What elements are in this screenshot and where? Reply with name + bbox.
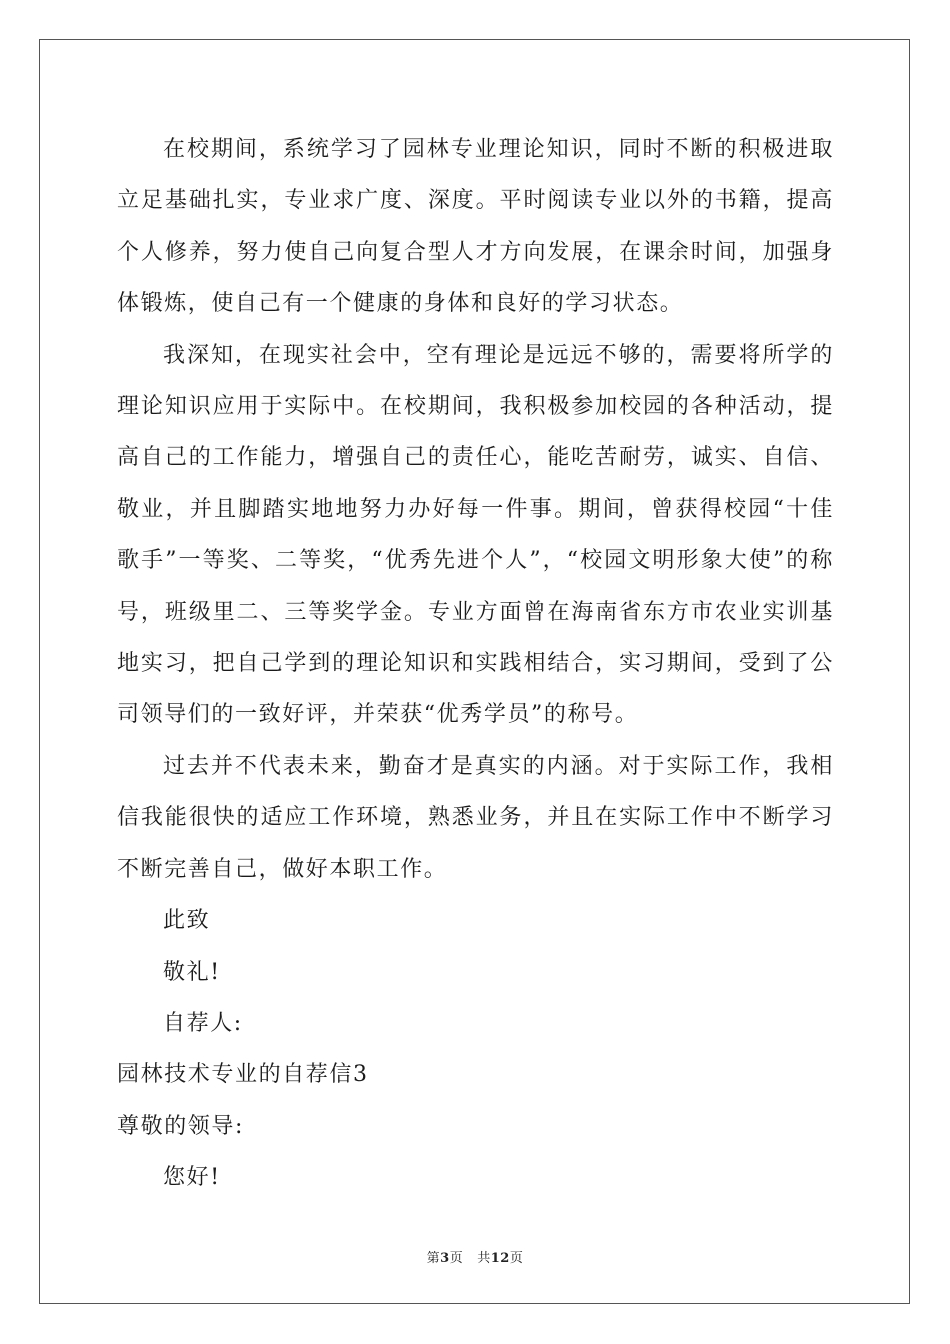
letter-body: [117, 124, 834, 1204]
paragraph-future: 过去并不代表未来，勤奋才是真实的内涵。对于实际工作，我相信我能很快的适应工作环境，熟悉业务，并且在实际工作中不断学习不断完善自己，做好本职工作。: [117, 753, 834, 882]
closing-line: 此致: [163, 908, 211, 934]
hello-line: 您好!: [163, 1165, 221, 1191]
paragraph-study: 在校期间，系统学习了园林专业理论知识，同时不断的积极进取立足基础扎实，专业求广度、深度。平时阅读专业以外的书籍，提高个人修养，努力使自己向复合型人才方向发展，在课余时间，加强身体锻炼，使自己有一个健康的身体和良好的学习状态。: [117, 137, 834, 317]
total-prefix: 共: [477, 1251, 491, 1266]
greeting-line: 尊敬的领导:: [117, 1113, 245, 1139]
page-footer: [0, 1247, 950, 1266]
next-letter-title: 园林技术专业的自荐信3: [117, 1062, 369, 1088]
page-prefix: 第: [426, 1251, 441, 1266]
total-page-count: 12: [490, 1251, 510, 1266]
total-unit: 页: [509, 1251, 524, 1266]
page-unit: 页: [449, 1251, 464, 1266]
salute-line: 敬礼!: [163, 959, 221, 985]
current-page-number: 3: [440, 1251, 450, 1266]
paragraph-practice: 我深知，在现实社会中，空有理论是远远不够的，需要将所学的理论知识应用于实际中。在校期间，我积极参加校园的各种活动，提高自己的工作能力，增强自己的责任心，能吃苦耐劳，诚实、自信、敬业，并且脚踏实地地努力办好每一件事。期间，曾获得校园“十佳歌手”一等奖、二等奖，“优秀先进个人”，“校园文明形象大使”的称号，班级里二、三等奖学金。专业方面曾在海南省东方市农业实训基地实习，把自己学到的理论知识和实践相结合，实习期间，受到了公司领导们的一致好评，并荣获“优秀学员”的称号。: [117, 342, 834, 728]
signer-line: 自荐人:: [163, 1010, 243, 1036]
